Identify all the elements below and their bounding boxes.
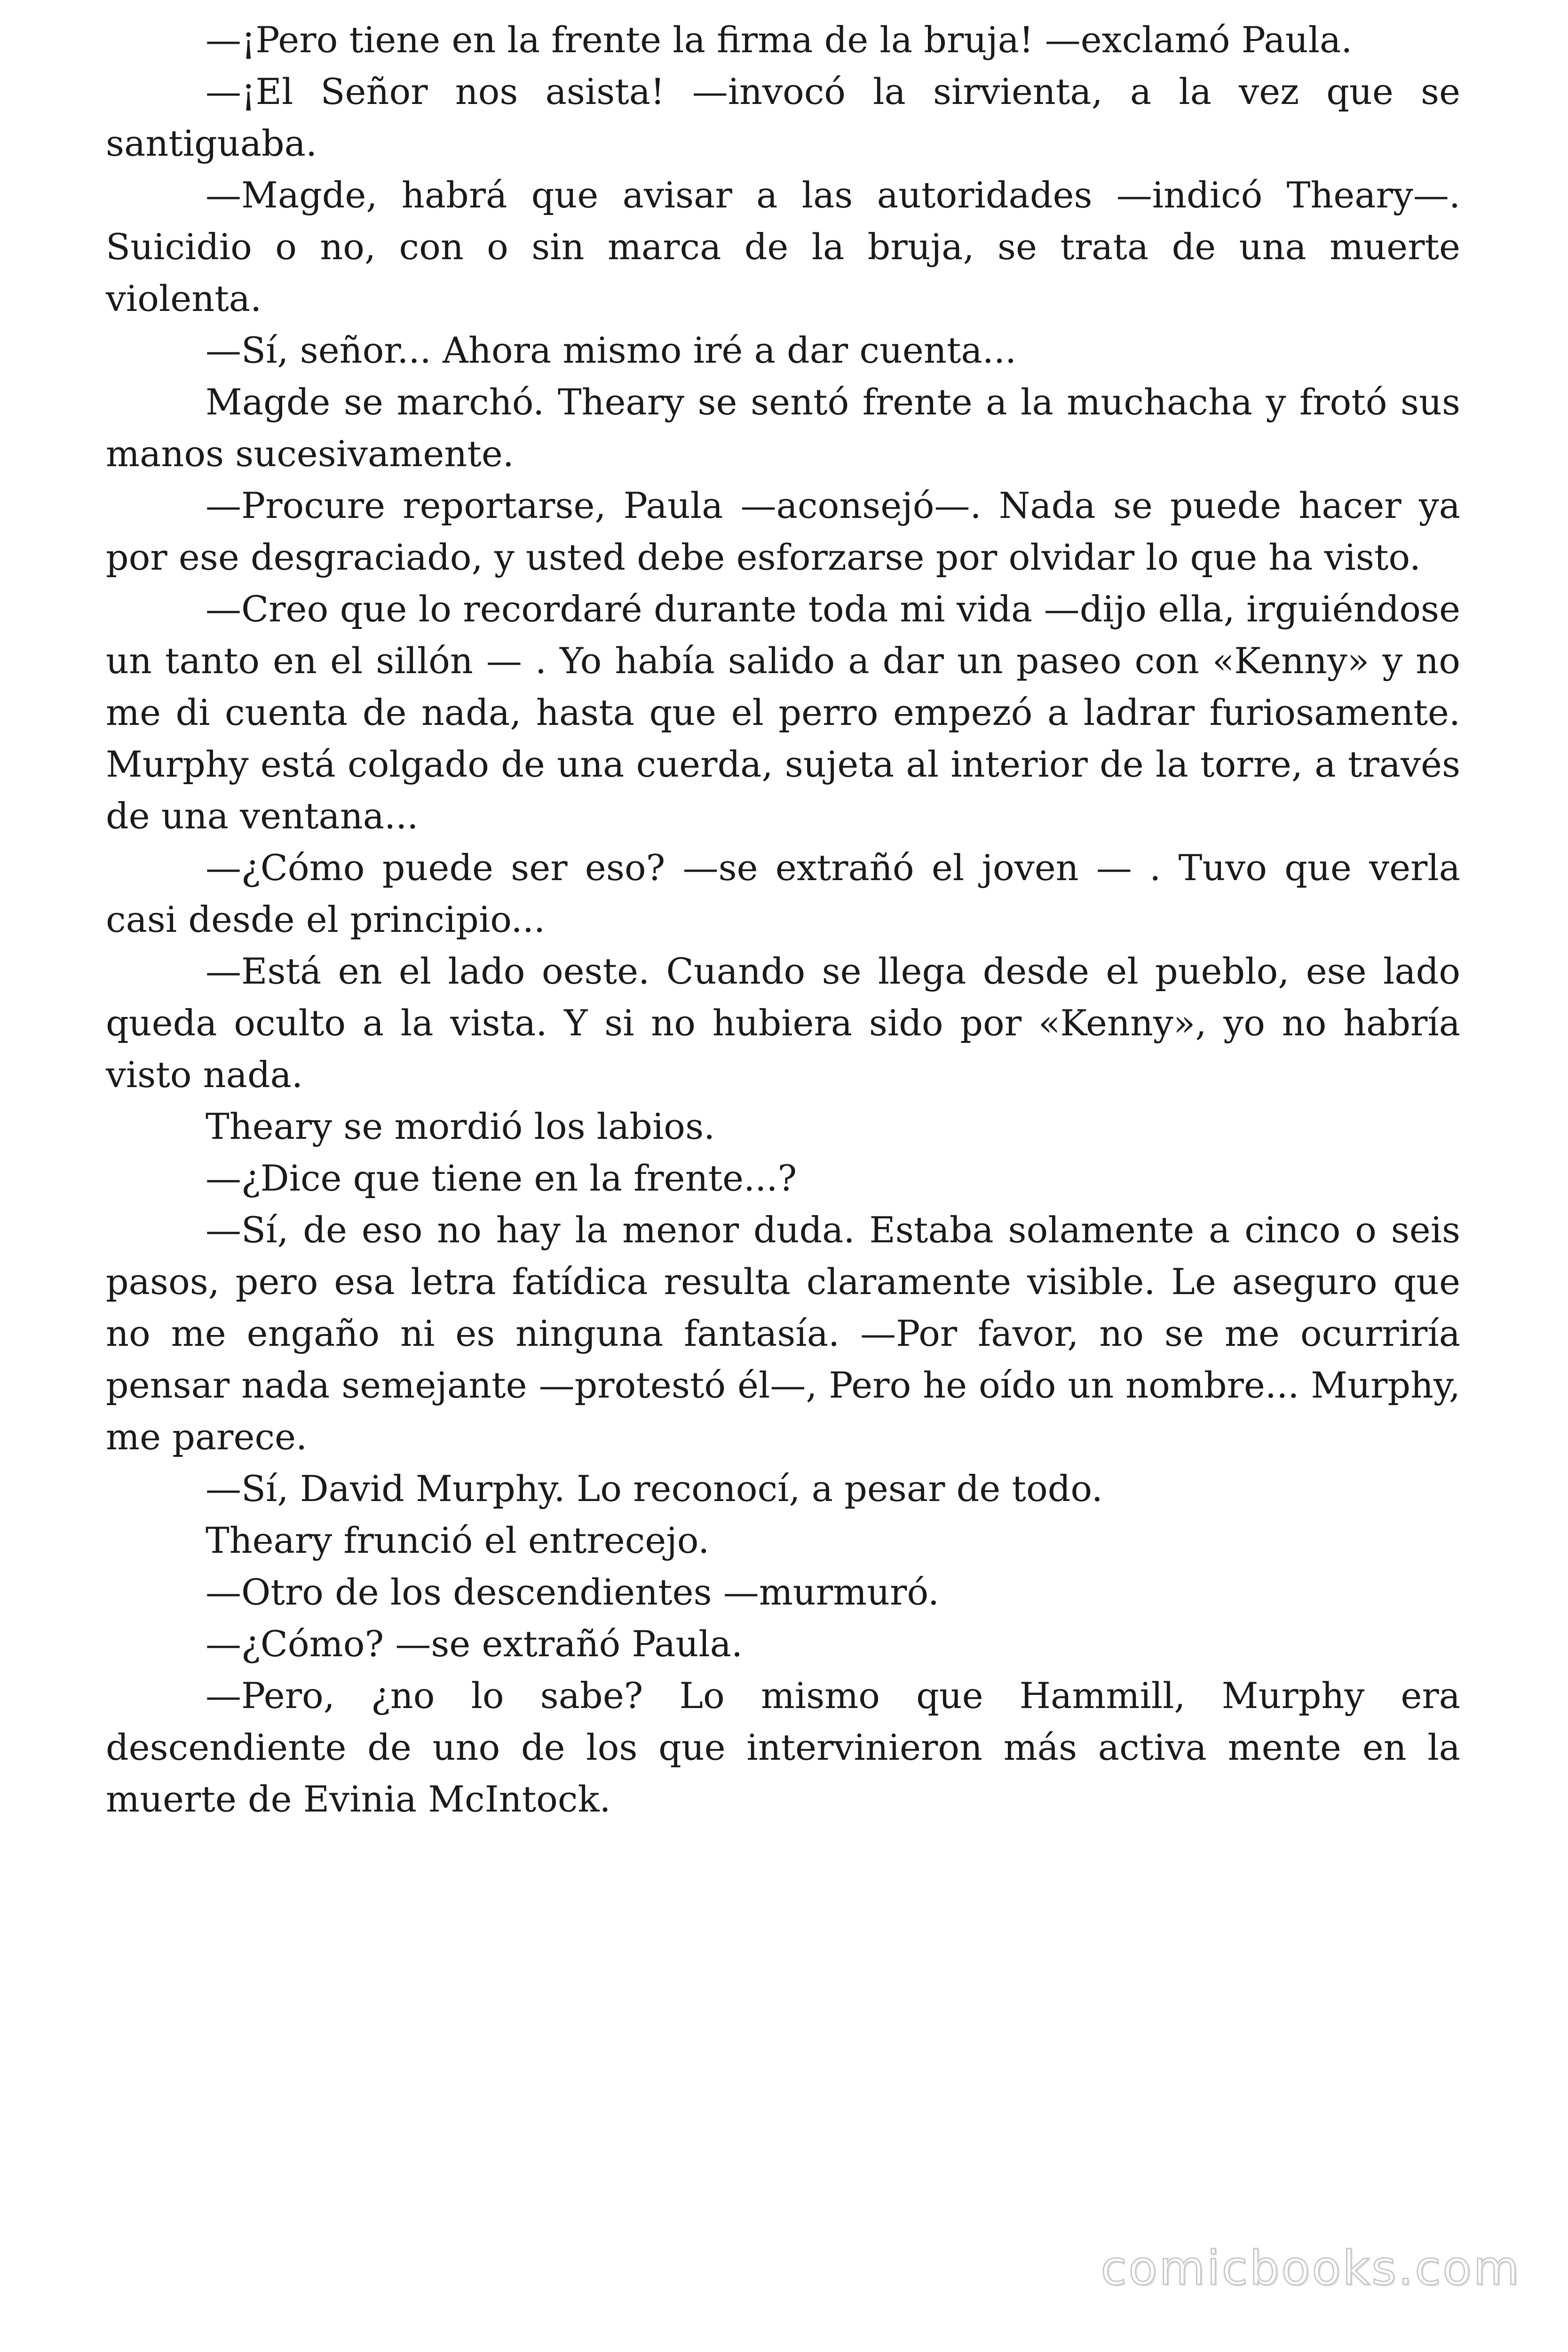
paragraph-9: —Está en el lado oeste. Cuando se llega desde el pueblo, ese lado queda oculto a la vista. Y si no hubiera sido por «Kenny», yo no habría visto nada. <box>106 950 1460 1096</box>
paragraph-14: Theary frunció el entrecejo. <box>206 1519 710 1561</box>
paragraph-5: Magde se marchó. Theary se sentó frente a la muchacha y frotó sus manos sucesivamente. <box>106 381 1460 475</box>
paragraph-11: —¿Dice que tiene en la frente...? <box>206 1157 797 1199</box>
paragraph-3: —Magde, habrá que avisar a las autoridades —indicó Theary—. Suicidio o no, con o sin marca de la bruja, se trata de una muerte violenta. <box>106 174 1460 319</box>
paragraph-16: —¿Cómo? —se extrañó Paula. <box>206 1623 743 1665</box>
paragraph-13: —Sí, David Murphy. Lo reconocí, a pesar de todo. <box>206 1468 1103 1510</box>
paragraph-12: —Sí, de eso no hay la menor duda. Estaba solamente a cinco o seis pasos, pero esa letra fatídica resulta claramente visible. Le aseguro que no me engaño ni es ninguna fantasía. —Por favor, no se me ocurriría pensar nada semejante —protestó él—, Pero he oído un nombre... Murphy, me parece. <box>106 1209 1460 1458</box>
paragraph-8: —¿Cómo puede ser eso? —se extrañó el joven — . Tuvo que verla casi desde el principio... <box>106 847 1460 940</box>
paragraph-2: —¡El Señor nos asista! —invocó la sirvienta, a la vez que se santiguaba. <box>106 71 1460 164</box>
paragraph-7: —Creo que lo recordaré durante toda mi vida —dijo ella, irguiéndose un tanto en el sillón — . Yo había salido a dar un paseo con «Kenny» y no me di cuenta de nada, hasta que el perro empezó a ladrar furiosamente. Murphy está colgado de una cuerda, sujeta al interior de la torre, a través de una ventana... <box>106 588 1460 837</box>
paragraph-6: —Procure reportarse, Paula —aconsejó—. Nada se puede hacer ya por ese desgraciado, y usted debe esforzarse por olvidar lo que ha visto. <box>106 485 1460 578</box>
paragraph-4: —Sí, señor... Ahora mismo iré a dar cuenta... <box>206 329 1017 371</box>
paragraph-15: —Otro de los descendientes —murmuró. <box>206 1571 940 1613</box>
site-watermark: comicbooks.com <box>1101 2241 1521 2296</box>
paragraph-17: —Pero, ¿no lo sabe? Lo mismo que Hammill, Murphy era descendiente de uno de los que intervinieron más activa mente en la muerte de Evinia McIntock. <box>106 1675 1460 1820</box>
paragraph-1: —¡Pero tiene en la frente la firma de la bruja! —exclamó Paula. <box>206 19 1353 61</box>
page-text-body <box>106 14 1460 1825</box>
paragraph-10: Theary se mordió los labios. <box>206 1105 715 1147</box>
